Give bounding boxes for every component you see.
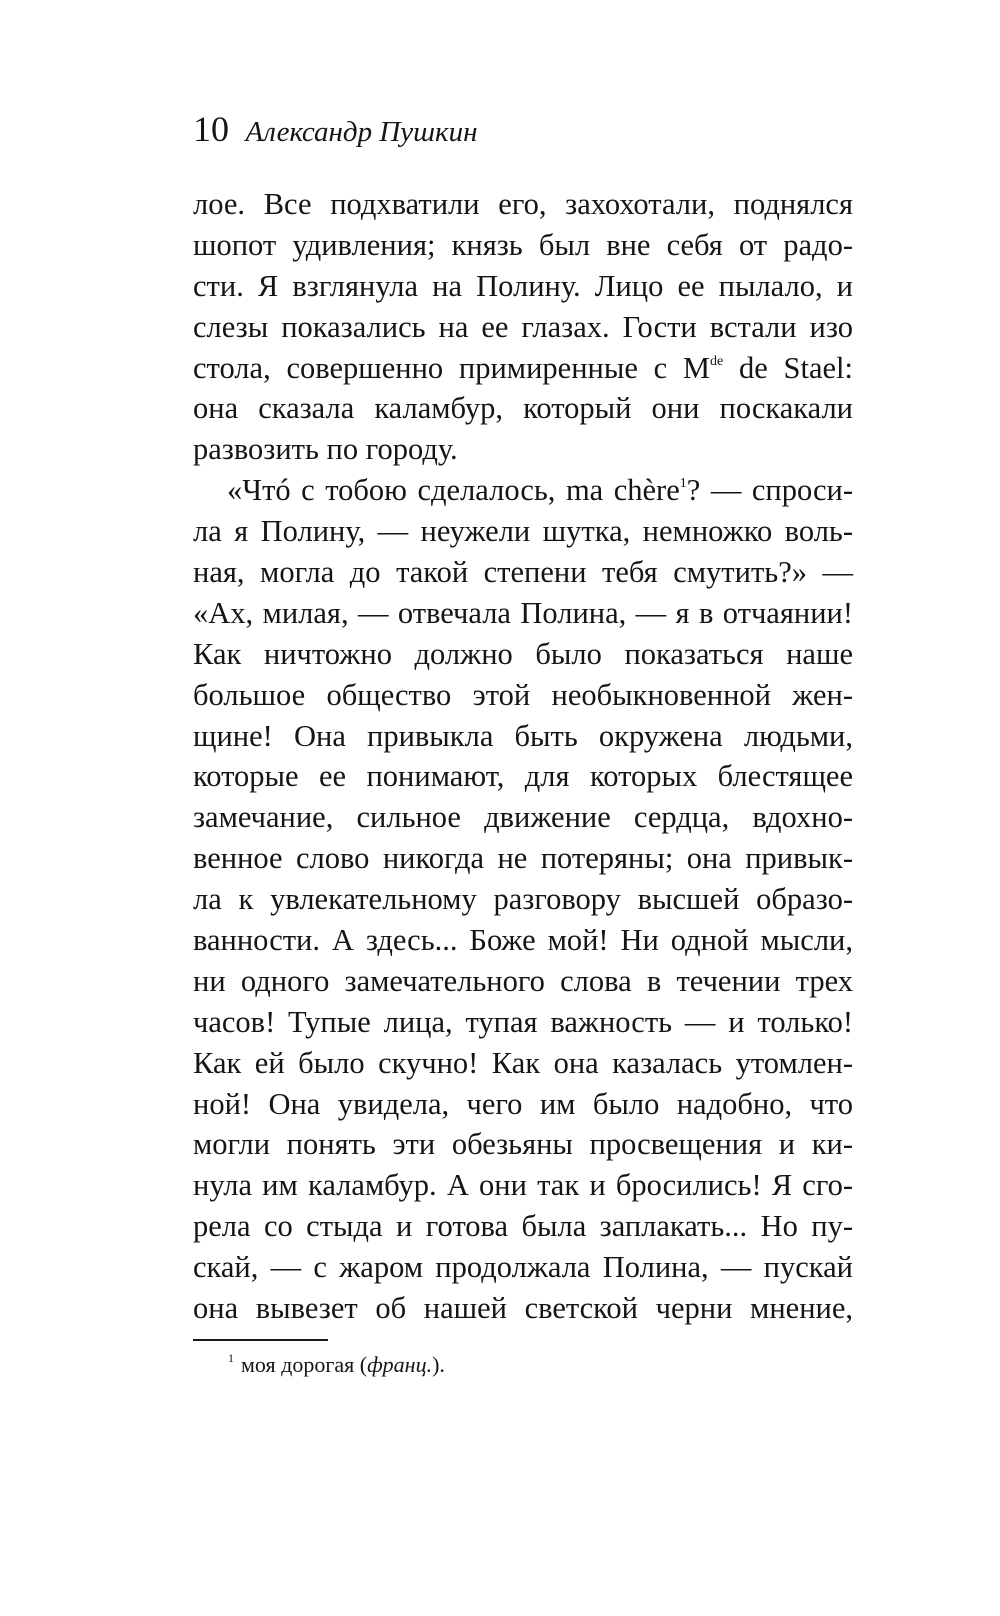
- text-line: ная, могла до такой степени тебя смутить?» —: [193, 555, 853, 590]
- footnote-end: ).: [432, 1352, 445, 1377]
- footnote-marker: 1: [228, 1351, 234, 1365]
- footnote-reference: 1: [679, 476, 687, 492]
- text-line: она сказала каламбур, который они поскакали: [193, 391, 853, 426]
- text-line: ванности. А здесь... Боже мой! Ни одной мысли,: [193, 923, 853, 958]
- text-line: которые ее понимают, для которых блестящее: [193, 759, 853, 794]
- text-line: часов! Тупые лица, тупая важность — и только!: [193, 1004, 853, 1039]
- paragraph-start-line: [193, 470, 853, 511]
- text-line: нула им каламбур. А они так и бросились! Я сго-: [193, 1168, 853, 1203]
- text-line: рела со стыда и готова была заплакать... Но пу-: [193, 1209, 853, 1244]
- text-line: [193, 348, 853, 389]
- text-line: Как ничтожно должно было показаться наше: [193, 636, 853, 671]
- text-line: венное слово никогда не потеряны; она привык-: [193, 841, 853, 876]
- author-name: Александр Пушкин: [245, 116, 478, 148]
- text-line: ни одного замечательного слова в течении трех: [193, 963, 853, 998]
- text-line: шопот удивления; князь был вне себя от радо-: [193, 227, 853, 262]
- footnote: [228, 1352, 445, 1378]
- text-line: ной! Она увидела, чего им было надобно, что: [193, 1086, 853, 1121]
- text-line: сти. Я взглянула на Полину. Лицо ее пылало, и: [193, 268, 853, 303]
- running-head: [193, 108, 478, 150]
- page-number: 10: [193, 109, 229, 149]
- text-line: лое. Все подхватили его, захохотали, поднялся: [193, 187, 853, 221]
- footnote-text: моя дорогая (: [241, 1352, 368, 1377]
- text-span: стола, совершенно примиренные с M: [193, 350, 711, 385]
- text-line: слезы показались на ее глазах. Гости встали изо: [193, 309, 853, 344]
- text-line: Как ей было скучно! Как она казалась утомлен-: [193, 1045, 853, 1080]
- text-line: скай, — с жаром продолжала Полина, — пускай: [193, 1250, 853, 1285]
- footnote-divider: [193, 1339, 328, 1341]
- text-span: de Stael:: [723, 350, 854, 385]
- text-span: ? — спроси-: [686, 473, 853, 508]
- superscript-de: de: [710, 353, 724, 369]
- text-line: замечание, сильное движение сердца, вдохно-: [193, 800, 853, 835]
- body-text: [193, 184, 853, 1329]
- footnote-language: франц.: [367, 1352, 433, 1377]
- text-line: «Ах, милая, — отвечала Полина, — я в отчаянии!: [193, 595, 853, 630]
- text-line: большое общество этой необыкновенной жен-: [193, 677, 853, 712]
- text-span: «Чтó с тобою сделалось, ma chère: [227, 473, 680, 508]
- paragraph-end-line: развозить по городу.: [193, 432, 458, 467]
- text-line: ла к увлекательному разговору высшей образо-: [193, 882, 853, 917]
- text-line: могли понять эти обезьяны просвещения и ки-: [193, 1127, 853, 1162]
- text-line: она вывезет об нашей светской черни мнение,: [193, 1291, 853, 1326]
- text-line: щине! Она привыкла быть окружена людьми,: [193, 718, 853, 753]
- text-line: ла я Полину, — неужели шутка, немножко воль-: [193, 514, 853, 549]
